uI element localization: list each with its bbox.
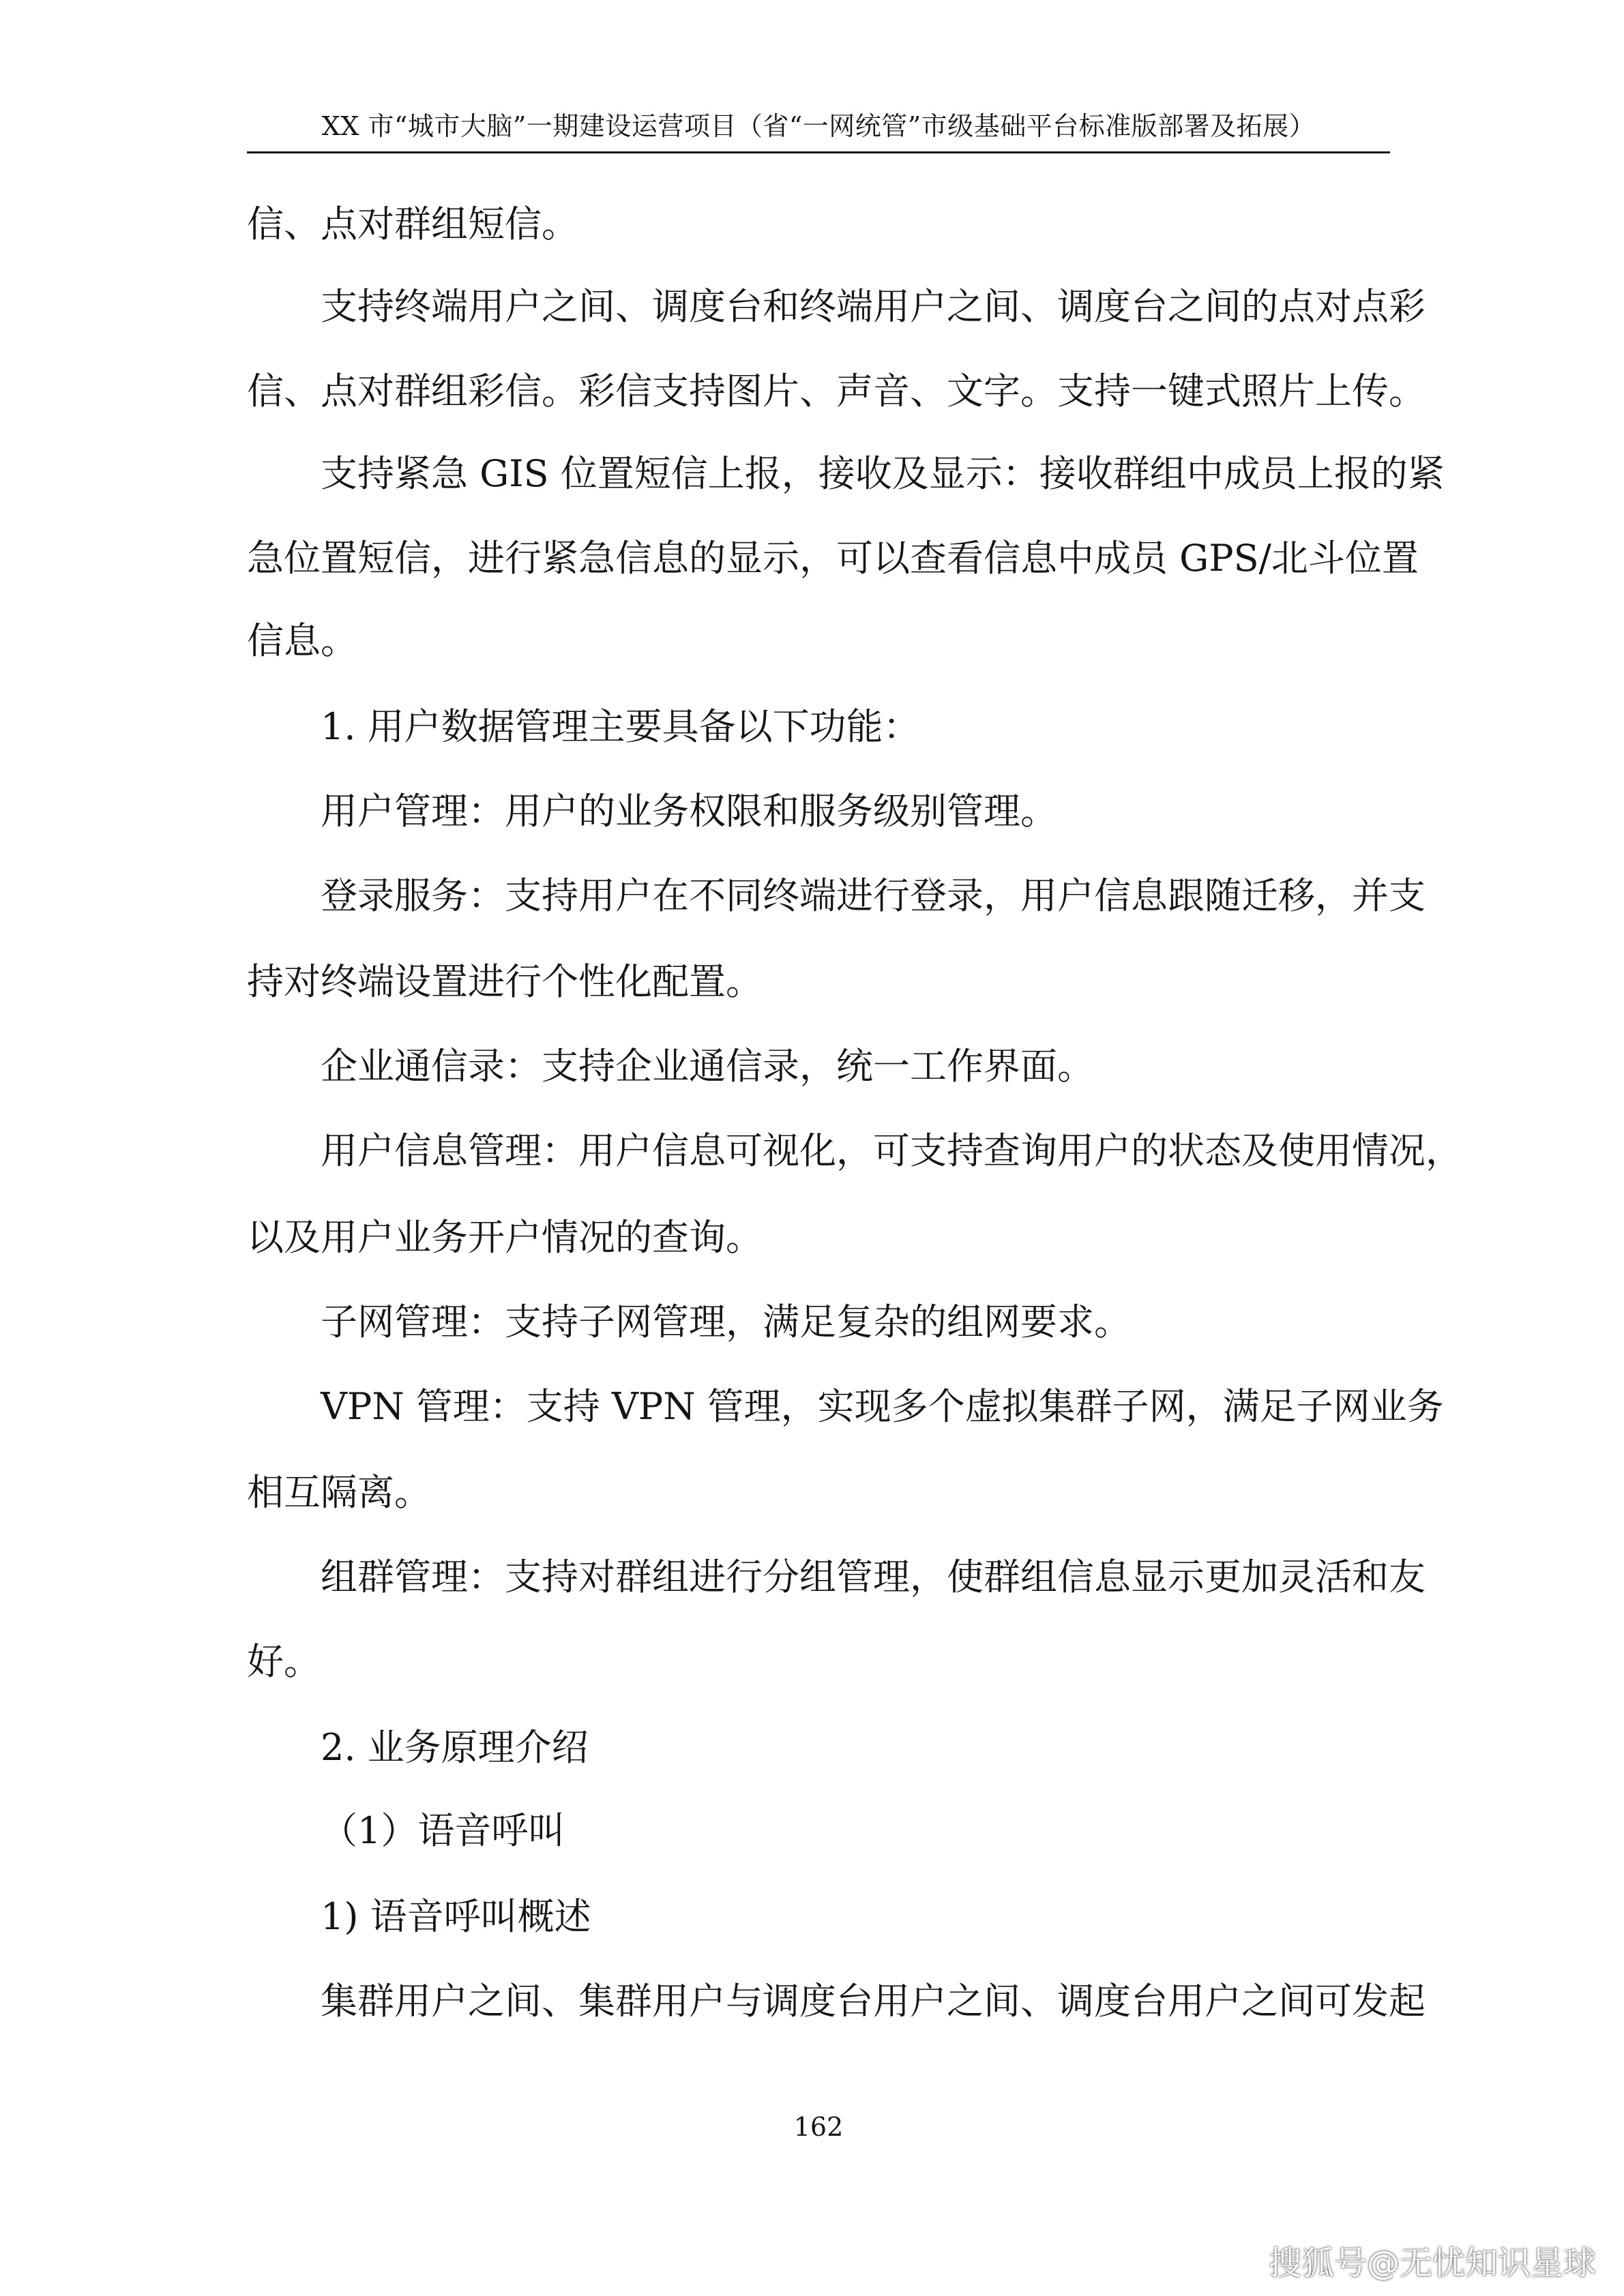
body-line: 信、点对群组彩信。彩信支持图片、声音、文字。支持一键式照片上传。: [247, 370, 1426, 413]
subsection-heading: （1）语音呼叫: [321, 1809, 565, 1852]
body-line: 子网管理：支持子网管理，满足复杂的组网要求。: [321, 1300, 1131, 1343]
body-line: 登录服务：支持用户在不同终端进行登录，用户信息跟随迁移，并支: [321, 874, 1426, 917]
body-line: 好。: [247, 1640, 321, 1683]
body-line: 相互隔离。: [247, 1471, 431, 1514]
body-line: 持对终端设置进行个性化配置。: [247, 960, 763, 1003]
body-line: 集群用户之间、集群用户与调度台用户之间、调度台用户之间可发起: [321, 1980, 1426, 2023]
body-line: 支持紧急 GIS 位置短信上报，接收及显示：接收群组中成员上报的紧: [321, 452, 1445, 495]
watermark: 搜狐号@无忧知识星球: [1269, 2244, 1597, 2282]
body-line: 急位置短信，进行紧急信息的显示，可以查看信息中成员 GPS/北斗位置: [247, 537, 1419, 580]
body-line: VPN 管理：支持 VPN 管理，实现多个虚拟集群子网，满足子网业务: [321, 1385, 1444, 1428]
body-line: 用户信息管理：用户信息可视化，可支持查询用户的状态及使用情况，: [321, 1129, 1462, 1172]
header-divider: [247, 151, 1390, 153]
body-line: 用户管理：用户的业务权限和服务级别管理。: [321, 790, 1057, 833]
header-title: XX 市“城市大脑”一期建设运营项目（省“一网统管”市级基础平台标准版部署及拓展）: [321, 111, 1316, 141]
body-line: 组群管理：支持对群组进行分组管理，使群组信息显示更加灵活和友: [321, 1555, 1426, 1598]
body-line: 以及用户业务开户情况的查询。: [247, 1216, 763, 1259]
body-line: 信息。: [247, 619, 357, 662]
subsection-heading: 1) 语音呼叫概述: [321, 1895, 591, 1938]
page-number: 162: [793, 2112, 844, 2142]
body-line: 企业通信录：支持企业通信录，统一工作界面。: [321, 1045, 1094, 1088]
list-heading: 1. 用户数据管理主要具备以下功能：: [321, 705, 920, 748]
section-heading: 2. 业务原理介绍: [321, 1726, 589, 1769]
body-line: 支持终端用户之间、调度台和终端用户之间、调度台之间的点对点彩: [321, 285, 1426, 328]
body-line: 信、点对群组短信。: [247, 203, 578, 245]
